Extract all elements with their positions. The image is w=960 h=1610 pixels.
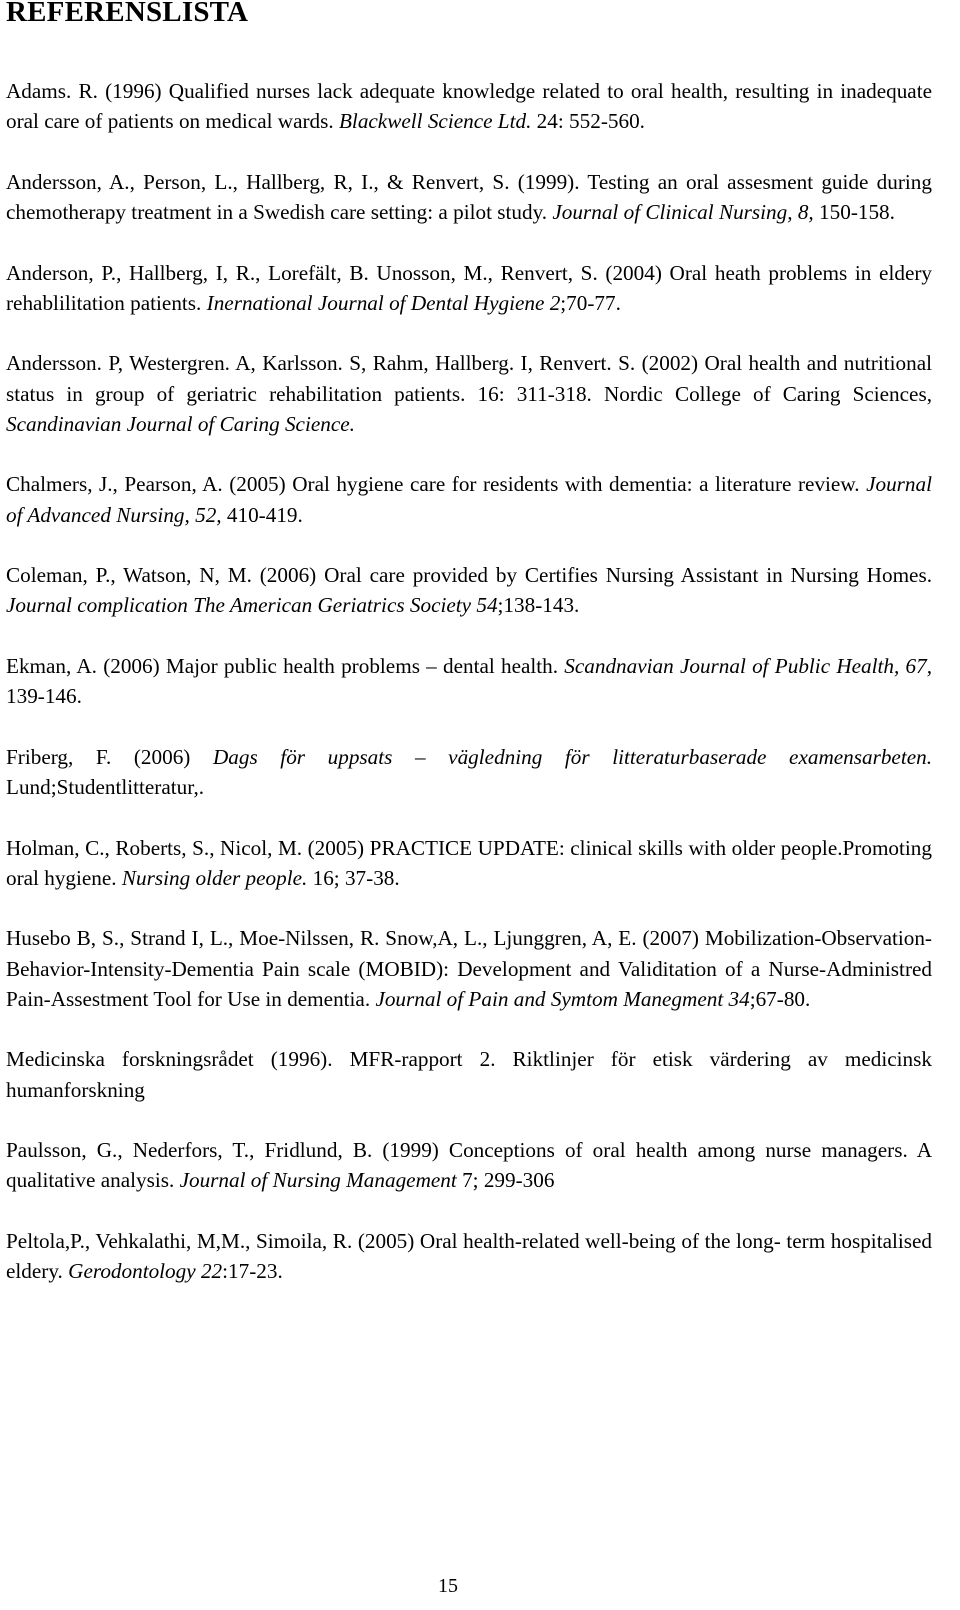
reference-source-italic: Journal of Clinical Nursing, 8, <box>552 200 814 224</box>
reference-entry <box>6 1044 932 1104</box>
reference-text: ;138-143. <box>497 593 580 618</box>
reference-entry <box>6 1135 932 1195</box>
reference-source-italic: Blackwell Science Ltd. <box>338 109 532 134</box>
reference-source-italic: Journal complication The American Geriatrics Society 54 <box>6 593 498 618</box>
reference-source-italic: Scandinavian Journal of Caring Science. <box>6 411 355 436</box>
reference-text: :17-23. <box>222 1259 283 1284</box>
reference-source-italic: Journal of Nursing Management <box>179 1168 457 1193</box>
reference-text: 24: 552-560. <box>531 109 645 134</box>
reference-source-italic: Journal of Advanced Nursing, 52, <box>6 472 932 527</box>
reference-entry <box>6 348 932 439</box>
reference-entry <box>6 167 932 227</box>
reference-text: Coleman, P., Watson, N, M. (2006) Oral care provided by Certifies Nursing Assistant in Nursing Homes. <box>6 563 932 588</box>
reference-text: Husebo B, S., Strand I, L., Moe-Nilssen, R. Snow,A, L., Ljunggren, A, E. (2007) Mobilization-Observation-Behavior-Intensity-Dementia Pain scale (MOBID): Development and Validitation of a Nurse-Administred Pain-Assestment Tool for Use in dementia. <box>6 926 932 1011</box>
reference-text: Holman, C., Roberts, S., Nicol, M. (2005) PRACTICE UPDATE: clinical skills with older people.Promoting oral hygiene. <box>6 835 932 890</box>
reference-text: 7; 299-306 <box>456 1168 555 1193</box>
reference-source-italic: Inernational Journal of Dental Hygiene 2 <box>206 290 561 315</box>
reference-text: ;70-77. <box>560 290 621 315</box>
reference-text: Lund;Studentlitteratur,. <box>6 774 205 799</box>
page-heading: REFERENSLISTA <box>6 0 249 28</box>
reference-text: 410-419. <box>221 502 303 527</box>
reference-text: Peltola,P., Vehkalathi, M,M., Simoila, R. (2005) Oral health-related well-being of the long- term hospitalised eldery. <box>6 1228 932 1284</box>
reference-entry <box>6 76 932 136</box>
reference-entry <box>6 258 932 318</box>
reference-list <box>6 76 932 1286</box>
reference-source-italic: Gerodontology 22 <box>68 1259 223 1284</box>
reference-source-italic: Dags för uppsats – vägledning för litteraturbaserade examensarbeten. <box>212 744 933 769</box>
reference-entry <box>6 923 932 1014</box>
reference-text: Adams. R. (1996) Qualified nurses lack adequate knowledge related to oral health, resulting in inadequate oral care of patients on medical wards. <box>6 79 932 134</box>
reference-text: Ekman, A. (2006) Major public health problems – dental health. <box>6 653 565 678</box>
reference-entry <box>6 833 932 893</box>
reference-text: ;67-80. <box>749 986 811 1011</box>
page-number: 15 <box>438 1575 458 1597</box>
reference-source-italic: Nursing older people. <box>121 865 308 890</box>
reference-source-italic: Scandnavian Journal of Public Health, 67, <box>564 653 933 678</box>
reference-entry <box>6 742 932 802</box>
reference-text: Andersson, A., Person, L., Hallberg, R, I., & Renvert, S. (1999). Testing an oral assesment guide during chemotherapy treatment in a Swedish care setting: a pilot study. <box>6 169 932 224</box>
reference-text: Friberg, F. (2006) <box>6 744 213 769</box>
reference-text: Chalmers, J., Pearson, A. (2005) Oral hygiene care for residents with dementia: a literature review. <box>6 472 867 497</box>
reference-entry <box>6 1226 932 1286</box>
reference-text: Anderson, P., Hallberg, I, R., Lorefält, B. Unosson, M., Renvert, S. (2004) Oral heath problems in eldery rehablilitation patients. <box>6 260 932 315</box>
reference-text: Medicinska forskningsrådet (1996). MFR-rapport 2. Riktlinjer för etisk värdering av medicinsk humanforskning <box>6 1047 932 1102</box>
reference-entry <box>6 469 932 529</box>
reference-text: Paulsson, G., Nederfors, T., Fridlund, B. (1999) Conceptions of oral health among nurse managers. A qualitative analysis. <box>6 1138 932 1193</box>
reference-entry <box>6 651 932 711</box>
reference-text: 16; 37-38. <box>307 865 400 890</box>
reference-text: 139-146. <box>6 684 82 709</box>
reference-source-italic: Journal of Pain and Symtom Manegment 34 <box>375 986 750 1011</box>
reference-text: 150-158. <box>813 200 895 224</box>
reference-text: Andersson. P, Westergren. A, Karlsson. S, Rahm, Hallberg. I, Renvert. S. (2002) Oral health and nutritional status in group of geriatric rehabilitation patients. 16: 311-318. Nordic College of Caring Sciences, <box>6 351 932 406</box>
reference-entry <box>6 560 932 620</box>
